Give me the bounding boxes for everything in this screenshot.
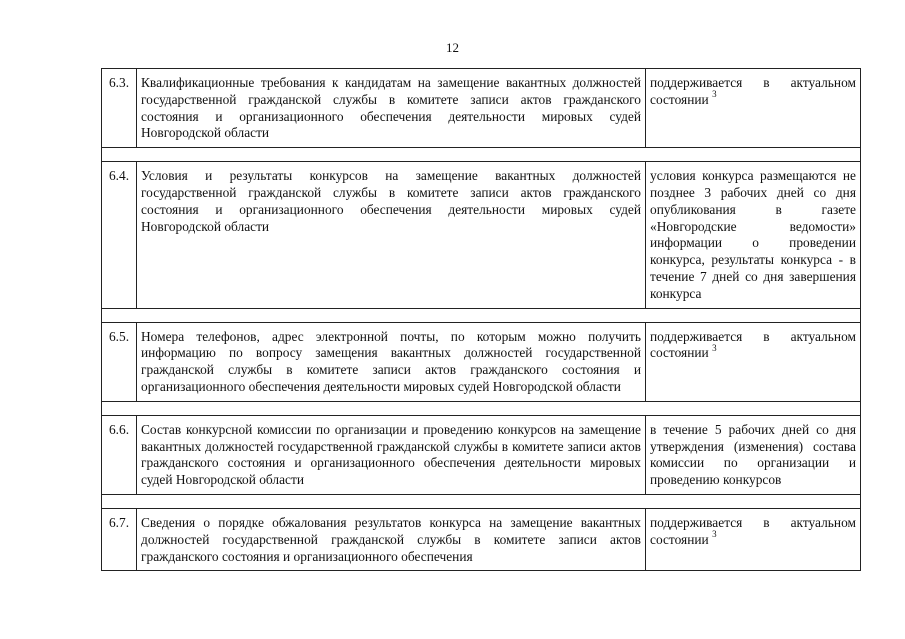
- term-text: в течение 5 рабочих дней со дня утверждения (изменения) состава комиссии по организации и проведению конкурсов: [650, 421, 856, 488]
- row-separator: [102, 494, 861, 508]
- row-separator: [102, 401, 861, 415]
- table-row: [102, 508, 861, 570]
- row-description: Номера телефонов, адрес электронной почты, по которым можно получить информацию по вопросу замещения вакантных должностей государственной гражданской службы в комитете записи актов гражданского состояния и организационного обеспечения деятельности мировых судей Новгородской области: [137, 322, 646, 401]
- separator-cell: [102, 494, 861, 508]
- row-separator: [102, 148, 861, 162]
- term-text: поддерживается в актуальном состоянии: [650, 514, 856, 547]
- table-row: [102, 69, 861, 148]
- row-number: 6.4.: [102, 162, 137, 308]
- footnote-marker: 3: [712, 529, 717, 540]
- row-description: Квалификационные требования к кандидатам на замещение вакантных должностей государственной гражданской службы в комитете записи актов гражданского состояния и организационного обеспечения деятельности мировых судей Новгородской области: [137, 69, 646, 148]
- page-number: 12: [446, 40, 459, 55]
- row-term: [646, 322, 861, 401]
- table-row: [102, 322, 861, 401]
- row-number: 6.3.: [102, 69, 137, 148]
- table-row: [102, 162, 861, 308]
- separator-cell: [102, 148, 861, 162]
- footnote-marker: 3: [712, 342, 717, 353]
- row-term: [646, 415, 861, 494]
- separator-cell: [102, 308, 861, 322]
- row-number: 6.7.: [102, 508, 137, 570]
- footnote-marker: 3: [712, 89, 717, 100]
- table-row: [102, 415, 861, 494]
- term-text: поддерживается в актуальном состоянии: [650, 328, 856, 361]
- row-number: 6.6.: [102, 415, 137, 494]
- row-description: Состав конкурсной комиссии по организации и проведению конкурсов на замещение вакантных должностей государственной гражданской службы в комитете записи актов гражданского состояния и организационного обеспечения деятельности мировых судей Новгородской области: [137, 415, 646, 494]
- information-table: [101, 68, 861, 571]
- row-term: [646, 508, 861, 570]
- row-separator: [102, 308, 861, 322]
- row-number: 6.5.: [102, 322, 137, 401]
- term-text: условия конкурса размещаются не позднее 3 рабочих дней со дня опубликования в газете «Новгородские ведомости» информации о проведении конкурса, результаты конкурса - в течение 7 дней со дня завершения конкурса: [650, 168, 856, 301]
- term-text: поддерживается в актуальном состоянии: [650, 75, 856, 107]
- row-term: [646, 69, 861, 148]
- row-description: Сведения о порядке обжалования результатов конкурса на замещение вакантных должностей государственной гражданской службы в комитете записи актов гражданского состояния и организационного обеспечения: [137, 508, 646, 570]
- row-description: Условия и результаты конкурсов на замещение вакантных должностей государственной гражданской службы в комитете записи актов гражданского состояния и организационного обеспечения деятельности мировых судей Новгородской области: [137, 162, 646, 308]
- separator-cell: [102, 401, 861, 415]
- row-term: [646, 162, 861, 308]
